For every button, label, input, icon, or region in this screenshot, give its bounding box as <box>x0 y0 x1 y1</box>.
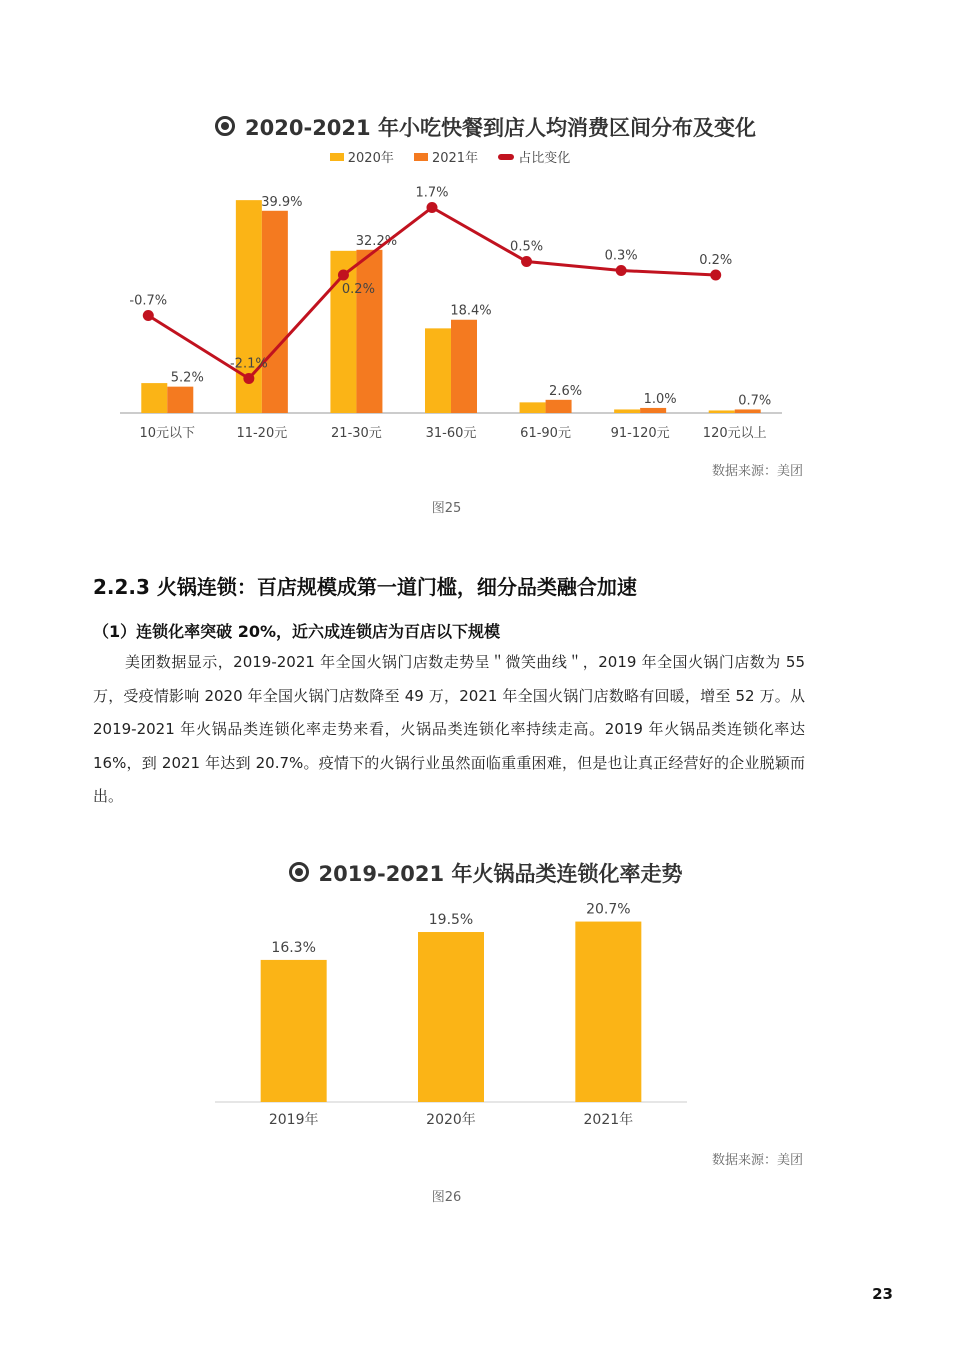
chart1-caption: 图25 <box>431 501 462 516</box>
change-label: 0.3% <box>604 248 638 264</box>
bar-2021-label: 32.2% <box>355 233 398 249</box>
x-tick-label: 10元以下 <box>139 426 196 441</box>
change-label: -2.1% <box>229 356 268 372</box>
bar-2021-label: 39.9% <box>261 194 303 210</box>
legend-change: 占比变化 <box>498 147 570 166</box>
x-tick-label: 61-90元 <box>520 426 571 441</box>
legend-2020: 2020年 <box>330 147 394 166</box>
bar-2021-label: 0.7% <box>738 393 772 409</box>
bar-value-label: 19.5% <box>428 912 474 929</box>
section-heading: 2.2.3 火锅连锁：百店规模成第一道门槛，细分品类融合加速 <box>93 575 637 599</box>
chart2-title: 2019-2021 年火锅品类连锁化率走势 <box>0 858 971 888</box>
bar-chain-rate <box>418 932 484 1102</box>
bar-2021-label: 1.0% <box>643 391 677 407</box>
bar-value-label: 16.3% <box>271 939 316 956</box>
change-label: 0.5% <box>510 239 544 255</box>
change-label: -0.7% <box>129 293 168 309</box>
page-number: 23 <box>872 1285 893 1303</box>
x-tick-label: 91-120元 <box>610 426 670 441</box>
x-tick-label: 21-30元 <box>331 426 382 441</box>
body-paragraph: 美团数据显示，2019-2021 年全国火锅门店数走势呈＂微笑曲线＂，2019 年全国火锅门店数为 55 万，受疫情影响 2020 年全国火锅门店数降至 49 万，2021 年全国火锅门店数略有回暖，增至 52 万。从 2019-2021 年火锅品类连锁化率走势来看，火锅品类连锁化率持续走高。2019 年火锅品类连锁化率达 16%，到 2021 年达到 20.7%。疫情下的火锅行业虽然面临重重困难，但是也让真正经营好的企业脱颖而出。 <box>93 653 805 805</box>
bar-chain-rate <box>575 922 641 1102</box>
bar-2021-label: 5.2% <box>170 370 204 386</box>
bar-2021-label: 18.4% <box>450 303 492 319</box>
x-tick-label: 120元以上 <box>702 426 767 441</box>
bar-chain-rate <box>261 960 327 1102</box>
chart1-source: 数据来源：美团 <box>711 464 803 479</box>
x-tick-label: 11-20元 <box>236 426 288 441</box>
section-subheading: （1）连锁化率突破 20%，近六成连锁店为百店以下规模 <box>93 622 501 641</box>
change-label: 0.2% <box>699 253 733 268</box>
bar-value-label: 20.7% <box>586 901 631 918</box>
change-label: 0.2% <box>341 282 375 297</box>
bar-2021-label: 2.6% <box>549 383 583 399</box>
x-tick-label: 31-60元 <box>425 426 477 441</box>
chart1-title: 2020-2021 年小吃快餐到店人均消费区间分布及变化 <box>0 112 971 142</box>
x-tick-label: 2019年 <box>268 1112 319 1128</box>
chart2-source: 数据来源：美团 <box>711 1153 803 1168</box>
legend-2021: 2021年 <box>414 147 478 166</box>
x-tick-label: 2021年 <box>583 1112 634 1128</box>
chart2-caption: 图26 <box>431 1190 462 1205</box>
change-label: 1.7% <box>415 185 449 201</box>
x-tick-label: 2020年 <box>426 1112 476 1128</box>
